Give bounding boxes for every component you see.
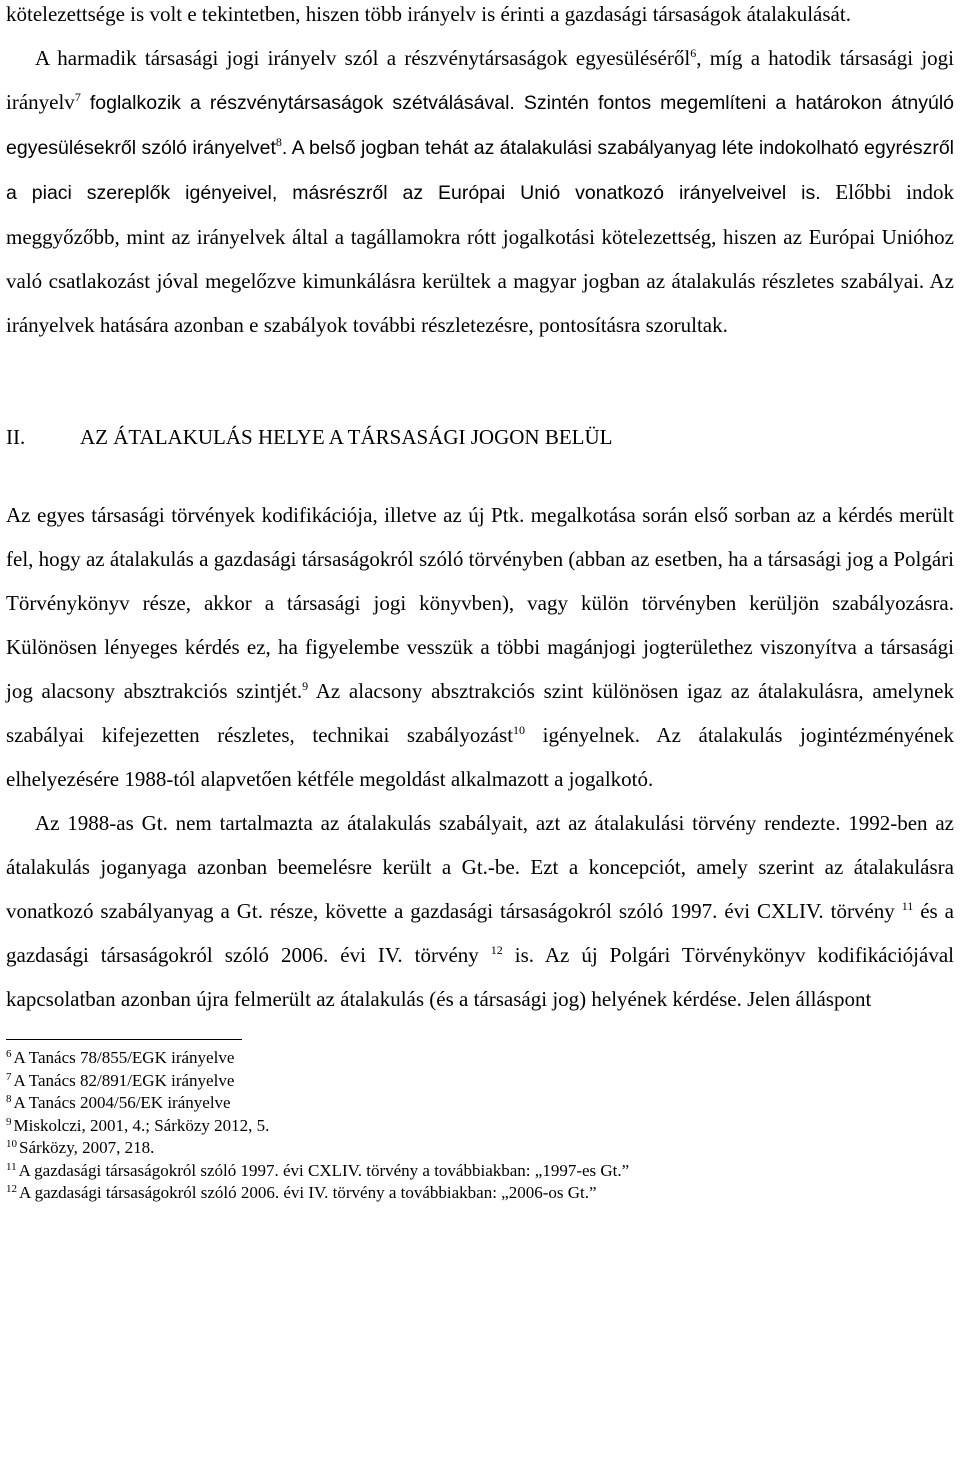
footnote-text: A gazdasági társaságokról szóló 1997. évi CXLIV. törvény a továbbiakban: „1997-es Gt.” (18, 1160, 630, 1180)
text-segment: foglalkozik a részvénytársaságok szétválásával. (80, 92, 524, 114)
footnote-text: A Tanács 78/855/EGK irányelve (13, 1048, 235, 1067)
text-segment: is. Az új Polgári Törvénykönyv kodifikációjával kapcsolatban azonban újra felmerült az átalakulás (és a társasági jog) helyének kérdése. Jelen álláspont (6, 943, 954, 1011)
section-heading (6, 415, 954, 459)
footnote-separator (6, 1039, 242, 1040)
footnote (6, 1137, 954, 1160)
footnote (6, 1092, 954, 1115)
footnote-number: 11 (6, 1160, 17, 1173)
footnote (6, 1182, 954, 1205)
text-segment: Az alacsony absztrakciós szint különösen igaz az átalakulásra, amelynek szabályai kifejezetten részletes, technikai szabályozást (6, 679, 954, 747)
footnotes (6, 1047, 954, 1205)
document-page (6, 0, 954, 1205)
text-segment: . A belső jogban tehát az átalakulási szabályanyag léte indokolható egyrészről a piaci szereplők igényeivel, másrészről az Európai Unió vonatkozó irányelveivel is. (6, 137, 955, 204)
footnote-number: 7 (6, 1070, 12, 1083)
body-text-top (6, 0, 954, 347)
paragraph (6, 493, 954, 801)
footnote (6, 1070, 954, 1093)
text-segment: kötelezettsége is volt e tekintetben, hiszen több irányelv is érinti a gazdasági társaságok átalakulását. (6, 2, 851, 26)
footnote-text: A Tanács 82/891/EGK irányelve (13, 1070, 235, 1090)
footnote-reference: 7 (74, 90, 81, 104)
footnote (6, 1115, 954, 1138)
footnote-reference: 6 (690, 46, 697, 60)
footnote-number: 8 (6, 1093, 12, 1105)
text-segment: A harmadik társasági jogi irányelv szól a részvénytársaságok egyesüléséről (35, 46, 691, 70)
footnote-reference: 11 (901, 899, 914, 913)
paragraph (6, 801, 954, 1021)
footnote-reference: 8 (275, 135, 282, 149)
spacer (6, 459, 954, 493)
text-segment: Szintén fontos megemlíteni a határokon átnyúló egyesülésekről szóló irányelvet (6, 92, 955, 159)
text-segment: Előbbi indok meggyőzőbb, mint az irányelvek által a tagállamokra rótt jogalkotási kötelezettség, hiszen az Európai Unióhoz való csatlakozást jóval megelőzve kimunkálásra kerültek a magyar jogban az átalakulás részletes szabályai. Az irányelvek hatására azonban e szabályok további részletezésre, pontosításra szorultak. (6, 180, 955, 337)
footnote (6, 1160, 954, 1183)
text-segment: Az 1988-as Gt. nem tartalmazta az átalakulás szabályait, azt az átalakulási törvény rendezte. 1992-ben az átalakulás joganyaga azonban beemelésre került a Gt.-be. Ezt a koncepciót, amely szerint az átalakulásra vonatkozó szabályanyag a Gt. része, követte a gazdasági társaságokról szóló 1997. évi CXLIV. törvény (6, 811, 954, 923)
spacer (6, 347, 954, 415)
section-title: AZ ÁTALAKULÁS HELYE A TÁRSASÁGI JOGON BELÜL (80, 425, 613, 449)
footnote-text: Sárközy, 2007, 218. (19, 1138, 155, 1157)
paragraph (6, 0, 954, 36)
text-segment: igényelnek. Az átalakulás jogintézményének elhelyezésére 1988-tól alapvetően kétféle megoldást alkalmazott a jogalkotó. (6, 723, 954, 791)
section-number: II. (6, 425, 26, 449)
text-segment: Az egyes társasági törvények kodifikációja, illetve az új Ptk. megalkotása során első sorban az a kérdés merült fel, hogy az átalakulás a gazdasági társaságokról szóló törvényben (abban az esetben, ha a társasági jog a Polgári Törvénykönyv része, akkor a társasági jogi könyvben), vagy külön törvényben kerüljön szabályozásra. Különösen lényeges kérdés ez, ha figyelembe vesszük a többi magánjogi jogterülethez viszonyítva a társasági jog alacsony absztrakciós szintjét. (6, 503, 954, 703)
footnote-number: 6 (6, 1048, 12, 1060)
footnote-reference: 12 (490, 943, 503, 957)
footnote-number: 9 (6, 1115, 12, 1128)
footnote-text: A gazdasági társaságokról szóló 2006. évi IV. törvény a továbbiakban: „2006-os Gt.” (19, 1183, 597, 1202)
text-segment: és a gazdasági társaságokról szóló 2006. évi IV. törvény (6, 899, 954, 967)
footnote (6, 1047, 954, 1070)
footnote-number: 10 (6, 1138, 17, 1150)
footnote-text: A Tanács 2004/56/EK irányelve (13, 1093, 231, 1112)
paragraph (6, 36, 954, 347)
footnote-number: 12 (6, 1183, 17, 1195)
footnote-reference: 9 (302, 679, 309, 693)
footnote-text: Miskolczi, 2001, 4.; Sárközy 2012, 5. (13, 1115, 270, 1135)
body-text-bottom (6, 493, 954, 1021)
footnote-reference: 10 (513, 723, 526, 737)
text-segment: , míg a hatodik társasági jogi irányelv (6, 46, 954, 114)
